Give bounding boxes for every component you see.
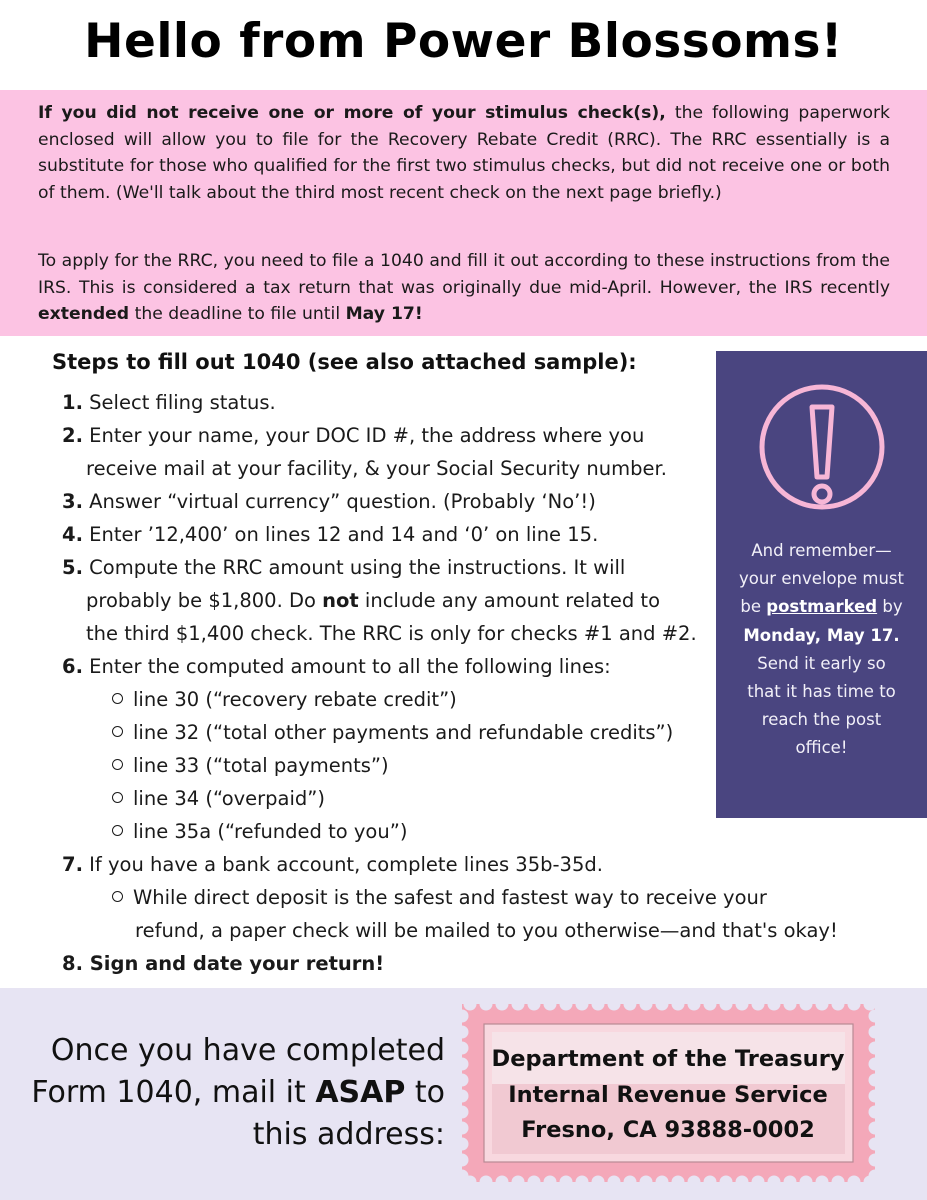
step-3 — [62, 485, 712, 518]
step-text: Enter ’12,400’ on lines 12 and 14 and ‘0’ on line 15. — [82, 523, 599, 546]
reminder-line: Send it early so — [757, 653, 886, 673]
reminder-deadline: Monday, May 17. — [743, 625, 900, 645]
step-1 — [62, 386, 712, 419]
reminder-text-span: by — [877, 597, 903, 617]
step-5-continued-2: the third $1,400 check. The RRC is only for checks #1 and #2. — [86, 622, 697, 645]
reminder-line: that it has time to — [747, 682, 896, 702]
step-number: 3. — [62, 490, 83, 513]
mailing-text: to — [405, 1075, 445, 1110]
step-text: Enter your name, your DOC ID #, the address where you — [82, 424, 645, 447]
reminder-line: reach the post — [761, 710, 882, 730]
page-title: Hello from Power Blossoms! — [84, 14, 843, 69]
address-line: Department of the Treasury — [491, 1046, 845, 1072]
line-item-text: line 32 (“total other payments and refundable credits”) — [133, 721, 674, 744]
bullet-icon — [112, 891, 123, 902]
step-text: Answer “virtual currency” question. (Probably ‘No’!) — [82, 490, 596, 513]
step-text: Enter the computed amount to all the following lines: — [82, 655, 611, 678]
step-text: probably be $1,800. Do — [86, 589, 323, 612]
step-number: 2. — [62, 424, 83, 447]
reminder-line: your envelope must — [738, 569, 905, 589]
line-item — [112, 815, 882, 848]
reminder-text — [726, 537, 917, 763]
reminder-line — [726, 593, 917, 621]
mailing-line: Once you have completed — [50, 1033, 445, 1068]
bullet-icon — [112, 792, 123, 803]
step-number: 5. — [62, 556, 83, 579]
step-number: 6. — [62, 655, 83, 678]
intro-text: the deadline to file until — [129, 304, 346, 324]
address-line: Internal Revenue Service — [508, 1081, 828, 1108]
bullet-icon — [112, 693, 123, 704]
mailing-text: Form 1040, mail it — [31, 1075, 316, 1110]
intro-paragraph-1 — [38, 100, 890, 206]
mailing-instructions — [30, 1030, 445, 1156]
line-item-text: line 35a (“refunded to you”) — [133, 820, 408, 843]
step-text: include any amount related to — [358, 589, 660, 612]
bullet-icon — [112, 825, 123, 836]
reminder-line: And remember— — [751, 541, 892, 560]
step-text: Compute the RRC amount using the instructions. It will — [82, 556, 626, 579]
mailing-line — [30, 1072, 445, 1114]
deadline-emphasis: May 17! — [345, 304, 423, 324]
reminder-line: office! — [795, 738, 848, 758]
mailing-footer — [0, 988, 927, 1200]
asap-emphasis: ASAP — [315, 1075, 406, 1110]
step-6 — [62, 650, 712, 683]
intro-text: the following paperwork enclosed will allow you to file for the Recovery Rebate Credit (RRC). The RRC essentially is a substitute for those who qualified for the first two stimulus checks, but did not receive one or both of them. (We'll talk about the third most recent check on the next page briefly.) — [38, 103, 890, 203]
exclamation-circle-icon — [756, 381, 888, 513]
line-item-text: line 34 (“overpaid”) — [133, 787, 326, 810]
step-7 — [62, 848, 712, 881]
step-2 — [62, 419, 712, 452]
postmarked-emphasis: postmarked — [766, 597, 878, 617]
reminder-sidebar — [716, 351, 927, 818]
step-number: 1. — [62, 391, 83, 414]
step-5-continued — [62, 584, 736, 617]
irs-address — [478, 1042, 858, 1149]
bullet-icon — [112, 759, 123, 770]
step-7-note-text: While direct deposit is the safest and fastest way to receive your — [133, 886, 767, 909]
step-8: 8. Sign and date your return! — [62, 952, 385, 975]
step-text: Select filing status. — [82, 391, 276, 414]
bullet-icon — [112, 726, 123, 737]
address-line: Fresno, CA 93888-0002 — [521, 1117, 815, 1143]
step-number: 7. — [62, 853, 83, 876]
step-2-continued: receive mail at your facility, & your Social Security number. — [86, 457, 667, 480]
line-item-text: line 33 (“total payments”) — [133, 754, 389, 777]
line-item-text: line 30 (“recovery rebate credit”) — [133, 688, 457, 711]
mailing-line: this address: — [252, 1117, 445, 1152]
intro-emphasis: If you did not receive one or more of your stimulus check(s), — [38, 103, 666, 123]
reminder-text-span: be — [740, 597, 767, 617]
steps-heading: Steps to fill out 1040 (see also attached sample): — [52, 350, 637, 374]
intro-emphasis: extended — [38, 304, 130, 324]
step-7-note-continued: refund, a paper check will be mailed to you otherwise—and that's okay! — [135, 919, 838, 942]
step-text: If you have a bank account, complete lines 35b-35d. — [82, 853, 603, 876]
step-4 — [62, 518, 712, 551]
intro-panel — [0, 90, 927, 336]
intro-paragraph-2 — [38, 248, 890, 328]
step-7-note — [112, 881, 882, 914]
step-5 — [62, 551, 712, 584]
step-emphasis: not — [322, 589, 359, 612]
step-number: 4. — [62, 523, 83, 546]
intro-text: To apply for the RRC, you need to file a 1040 and fill it out according to these instructions from the IRS. This is considered a tax return that was originally due mid-April. However, the IRS recently — [38, 251, 890, 298]
